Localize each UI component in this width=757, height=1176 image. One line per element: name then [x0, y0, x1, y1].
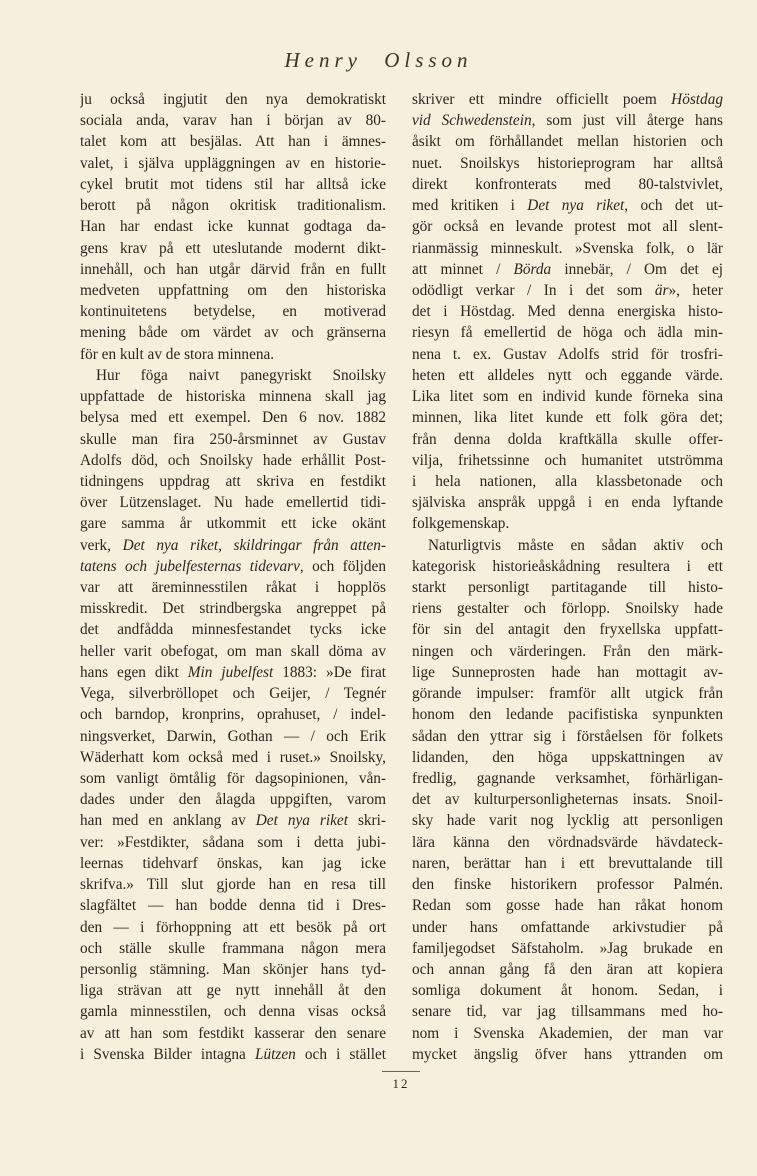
text-line: [412, 1023, 723, 1044]
body-text: innehåll, och han utgår därvid från en fullt: [80, 260, 386, 278]
body-text: skulle man fira 250-årsminnet av Gustav: [80, 430, 386, 448]
body-text: , och det ut-: [624, 197, 723, 215]
text-line: [80, 280, 386, 301]
body-text: och barndop, kronprins, oprahuset, / indel-: [80, 706, 386, 724]
body-text: tidningens uppdrag att skriva en festdikt: [80, 472, 386, 490]
text-line: [412, 344, 723, 365]
body-text: , som just vill återge hans: [531, 112, 723, 130]
body-text: rianmässig minneskult. »Svenska folk, o lär: [412, 239, 723, 257]
body-text: sociala anda, varav han i början av 80-: [80, 112, 386, 130]
body-text: senare tid, var jag tillsammans med ho-: [412, 1003, 723, 1021]
text-line: [412, 980, 723, 1001]
italic-title-text: vid Schwedenstein: [412, 112, 532, 130]
body-text: ningen och värderingen. Från den märk-: [412, 642, 723, 660]
text-line: [80, 322, 386, 343]
text-line: [80, 535, 386, 556]
body-text: för sin del antagit den fryxellska uppfatt-: [412, 621, 723, 639]
text-line: [80, 238, 386, 259]
text-line: [80, 89, 386, 110]
body-text: kontinuitetens betydelse, en motiverad: [80, 303, 386, 321]
text-line: [412, 131, 723, 152]
text-line: [412, 301, 723, 322]
body-text: familjegodset Säfstaholm. »Jag brukade en: [412, 939, 723, 957]
body-text: görande impulser: framför allt utgick från: [412, 685, 723, 703]
body-text: gamla minnesstilen, och denna visas också: [80, 1003, 386, 1021]
body-text: », heter: [668, 281, 723, 299]
body-text: liga strävan att ge nytt innehåll åt den: [80, 982, 386, 1000]
text-line: [412, 386, 723, 407]
text-line: [80, 450, 386, 471]
body-text: av att han som festdikt kasserar den senare: [80, 1024, 386, 1042]
body-text: Redan som gosse hade han råkat honom: [412, 897, 723, 915]
italic-title-text: Det nya riket, skildringar från atten-: [122, 536, 386, 554]
italic-title-text: Börda: [513, 260, 552, 278]
body-text: berott på någon okritisk traditionalism.: [80, 197, 386, 215]
body-text: minnen, lika litet kunde ett folk göra det;: [412, 409, 723, 427]
body-text: naren, berättar han i ett brevuttalande till: [412, 854, 723, 872]
body-text: över Lützenslaget. Nu hade emellertid tidi-: [80, 494, 386, 512]
text-line: [80, 492, 386, 513]
body-text: kategorisk historieåskådning resultera i ett: [412, 557, 723, 575]
body-text: Naturligtvis måste en sådan aktiv och: [428, 536, 723, 554]
text-line: [412, 789, 723, 810]
text-line: [80, 683, 386, 704]
body-text: ver: »Festdikter, sådana som i detta jubi-: [80, 833, 386, 851]
body-text: skrifva.» Till slut gjorde han en resa till: [80, 876, 386, 894]
text-line: [412, 450, 723, 471]
text-line: [80, 153, 386, 174]
body-text: slagfältet — han bodde denna tid i Dres-: [80, 897, 386, 915]
text-line: [412, 174, 723, 195]
body-text: folkgemenskap.: [412, 515, 510, 533]
body-text: heten ett alldeles nytt och eggande värde.: [412, 366, 723, 384]
left-text-column: [80, 89, 386, 1065]
text-line: [80, 365, 386, 386]
body-text: och annan gång få den äran att kopiera: [412, 960, 723, 978]
text-line: [80, 598, 386, 619]
body-text: från denna dolda kraftkälla skulle offer-: [412, 430, 723, 448]
text-line: [80, 131, 386, 152]
body-text: talet kom att besjälas. Att han i ämnes-: [80, 133, 386, 151]
text-line: [80, 768, 386, 789]
body-text: 1883: »De firat: [273, 663, 386, 681]
body-text: odödligt verkar / In i det som: [412, 281, 655, 299]
body-text: lidanden, den höga uppskattningen av: [412, 748, 723, 766]
text-line: [412, 938, 723, 959]
italic-title-text: Höstdag: [671, 91, 723, 108]
text-line: [80, 917, 386, 938]
text-line: [412, 280, 723, 301]
text-line: [80, 216, 386, 237]
body-text: lige Sunneprosten hade han mottagit av-: [412, 663, 723, 681]
text-line: [80, 662, 386, 683]
body-text: somliga dokument åt honom. Sedan, i: [412, 982, 723, 1000]
body-text: verk,: [80, 536, 123, 554]
text-line: [80, 556, 386, 577]
body-text: Hur föga naivt panegyriskt Snoilsky: [96, 366, 386, 384]
body-text: han med en anklang av: [80, 812, 256, 830]
text-line: [80, 577, 386, 598]
author-last-name: Olsson: [384, 48, 473, 72]
body-text: att minnet /: [412, 260, 514, 278]
text-line: [80, 789, 386, 810]
body-text: misskredit. Det strindbergska angreppet på: [80, 600, 386, 618]
body-text: gens krav på ett uteslutande modernt dikt-: [80, 239, 386, 257]
body-text: med kritiken i: [412, 197, 528, 215]
body-text: Wäderhatt kom också med i ruset.» Snoilsky,: [80, 748, 386, 766]
body-text: honom den ledande pacifistiska synpunkten: [412, 706, 723, 724]
text-line: [80, 1001, 386, 1022]
page-number: 12: [392, 1076, 410, 1091]
text-line: [412, 238, 723, 259]
body-text: hans egen dikt: [80, 663, 188, 681]
text-line: [412, 598, 723, 619]
body-text: det i Höstdag. Med denna energiska histo-: [412, 303, 723, 321]
text-line: [412, 577, 723, 598]
body-text: Han har endast icke kunnat godtaga da-: [80, 218, 386, 236]
text-line: [80, 1044, 386, 1065]
body-text: personlig stämning. Man skönjer hans tyd-: [80, 960, 386, 978]
text-line: [412, 322, 723, 343]
body-text: belysa med ett exempel. Den 6 nov. 1882: [80, 409, 386, 427]
text-line: [412, 556, 723, 577]
body-text: skri-: [347, 812, 386, 830]
body-text: och ställe skulle frammana någon mera: [80, 939, 386, 957]
body-text: mening både om värdet av och gränserna: [80, 324, 386, 342]
italic-title-text: Det nya riket: [255, 812, 348, 830]
body-text: sky hade varit nog lycklig att personligen: [412, 812, 723, 830]
body-text: under hans omfattande arkivstudier på: [412, 918, 723, 936]
text-line: [412, 853, 723, 874]
text-line: [80, 747, 386, 768]
text-line: [412, 535, 723, 556]
text-line: [412, 726, 723, 747]
text-line: [412, 429, 723, 450]
body-text: mycket ängslig öfver hans yttranden om: [412, 1045, 723, 1063]
page-number-rule: [382, 1071, 420, 1072]
text-line: [80, 959, 386, 980]
text-line: [412, 832, 723, 853]
body-text: åsikt om förhållandet mellan historien och: [412, 133, 723, 151]
text-line: [412, 683, 723, 704]
text-line: [412, 1044, 723, 1065]
body-text: det av kulturpersonligheternas insats. Snoil-: [412, 791, 723, 809]
text-line: [412, 747, 723, 768]
body-text: och i stället: [295, 1045, 386, 1063]
body-text: Adolfs död, och Snoilsky hade erhållit Post-: [80, 451, 386, 469]
text-line: [412, 917, 723, 938]
body-text: den — i förhoppning att ett besök på ort: [80, 918, 386, 936]
text-line: [80, 874, 386, 895]
body-text: sådan den yttrar sig i förståelsen för folkets: [412, 727, 723, 745]
body-text: för en kult av de stora minnena.: [80, 345, 275, 363]
text-line: [412, 619, 723, 640]
body-text: , och följden: [299, 557, 386, 575]
text-line: [80, 386, 386, 407]
text-line: [80, 195, 386, 216]
body-text: var att äreminnesstilen råkat i hopplös: [80, 579, 386, 597]
body-text: nena t. ex. Gustav Adolfs strid för trosfri-: [412, 345, 723, 363]
body-text: valet, i själva uppläggningen av en historie-: [80, 154, 386, 172]
italic-title-text: är: [654, 281, 669, 299]
text-line: [412, 513, 723, 534]
text-line: [412, 810, 723, 831]
text-line: [80, 641, 386, 662]
body-text: heller varit obefogat, om man skall döma av: [80, 642, 386, 660]
text-line: [412, 195, 723, 216]
body-text: fredlig, gagnande verksamhet, förhärligan-: [412, 770, 723, 787]
text-line: [412, 874, 723, 895]
text-line: [80, 895, 386, 916]
text-line: [412, 89, 723, 110]
text-line: [80, 619, 386, 640]
body-text: i hela nationen, alla klassbetonade och: [412, 472, 723, 490]
body-text: nom i Svenska Akademien, der man var: [412, 1024, 723, 1042]
body-text: cykel brutit mot tidens stil har alltså icke: [80, 175, 386, 193]
italic-title-text: Det nya riket: [527, 197, 625, 215]
body-text: skriver ett mindre officiellt poem: [412, 91, 672, 108]
body-text: själviska anspråk uppgå i en enda lyftande: [412, 494, 723, 512]
body-text: nuet. Snoilskys historieprogram har alltså: [412, 154, 723, 172]
text-line: [412, 407, 723, 428]
body-text: lära känna den vördnadsvärde hävdateck-: [412, 833, 723, 851]
text-line: [412, 492, 723, 513]
text-line: [80, 407, 386, 428]
text-line: [412, 662, 723, 683]
text-line: [412, 704, 723, 725]
body-text: den finske historikern professor Palmén.: [412, 876, 723, 894]
text-line: [80, 259, 386, 280]
italic-title-text: Min jubelfest: [187, 663, 274, 681]
text-line: [412, 895, 723, 916]
text-line: [80, 471, 386, 492]
body-text: starkt personligt partitagande till histo-: [412, 579, 723, 597]
author-first-name: Henry: [284, 48, 362, 72]
body-text: uppfattade de historiska minnena skall jag: [80, 388, 386, 406]
body-text: vilja, frihetssinne och humanitet utströmma: [412, 451, 723, 469]
right-text-column: [412, 89, 723, 1065]
italic-title-text: tatens och jubelfesternas tidevarv: [80, 557, 300, 575]
body-text: Vega, silverbröllopet och Geijer, / Tegnér: [80, 685, 386, 703]
text-line: [80, 938, 386, 959]
text-line: [80, 704, 386, 725]
body-text: leernas tidehvarf önskas, kan jag icke: [80, 854, 386, 872]
body-text: det andfådda minnesfestandet tycks icke: [80, 621, 386, 639]
text-line: [80, 174, 386, 195]
text-line: [412, 1001, 723, 1022]
body-text: medveten uppfattning om den historiska: [80, 281, 386, 299]
body-text: som vanligt ömtålig för dagsopinionen, vån-: [80, 770, 386, 787]
text-line: [80, 429, 386, 450]
text-line: [80, 726, 386, 747]
body-text: dades under den ålagda uppgiften, varom: [80, 791, 386, 809]
text-line: [412, 471, 723, 492]
body-text: riens gestalter och förlopp. Snoilsky hade: [412, 600, 723, 618]
body-text: Lika litet som en individ kunde förneka sina: [412, 388, 723, 406]
body-text: ningsverket, Darwin, Gothan — / och Erik: [80, 727, 386, 745]
text-line: [412, 641, 723, 662]
body-text: i Svenska Bilder intagna: [80, 1045, 255, 1063]
running-header: [0, 48, 757, 73]
text-line: [412, 153, 723, 174]
text-line: [80, 810, 386, 831]
body-text: ju också ingjutit den nya demokratiskt: [80, 91, 386, 108]
text-line: [412, 216, 723, 237]
text-line: [80, 980, 386, 1001]
text-line: [412, 959, 723, 980]
text-line: [80, 853, 386, 874]
text-line: [412, 768, 723, 789]
text-line: [80, 301, 386, 322]
body-text: riesyn få emellertid de höga och ädla min-: [412, 324, 723, 342]
body-text: gare samma år utkommit ett icke okänt: [80, 515, 386, 533]
body-text: gör också en levande protest mot all slent-: [412, 218, 723, 236]
text-line: [80, 832, 386, 853]
text-line: [80, 513, 386, 534]
body-text: direkt konfronterats med 80-talstvivlet,: [412, 175, 723, 193]
text-line: [412, 110, 723, 131]
text-line: [80, 1023, 386, 1044]
body-text: innebär, / Om det ej: [551, 260, 723, 278]
text-line: [80, 110, 386, 131]
text-line: [412, 365, 723, 386]
text-line: [412, 259, 723, 280]
italic-title-text: Lützen: [254, 1045, 296, 1063]
text-line: [80, 344, 386, 365]
